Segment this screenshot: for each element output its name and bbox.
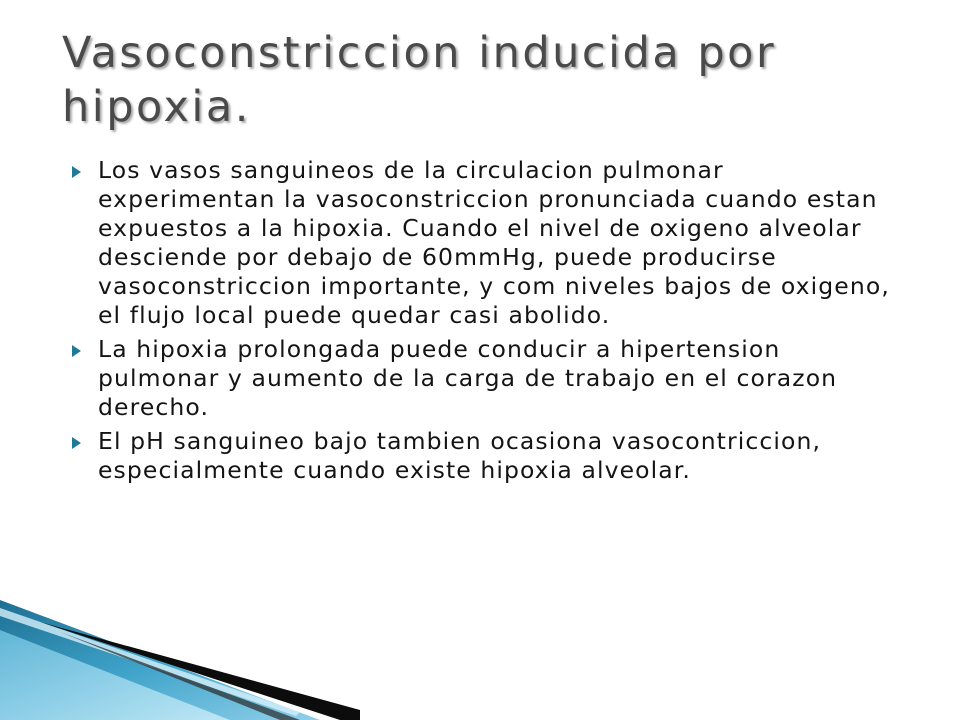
bullet-text: Los vasos sanguineos de la circulacion pulmonar experimentan la vasoconstriccion pronunciada cuando estan expuestos a la hipoxia. Cuando el nivel de oxigeno alveolar desciende por debajo de 60mmHg, puede producirse vasoconstriccion importante, y com niveles bajos de oxigeno, el flujo local puede quedar casi abolido. (98, 156, 890, 329)
decorative-wave-graphic (0, 560, 360, 720)
bullet-item (70, 427, 900, 485)
bullet-text: La hipoxia prolongada puede conducir a hipertension pulmonar y aumento de la carga de trabajo en el corazon derecho. (98, 335, 838, 421)
triangle-bullet-icon (72, 437, 81, 449)
bullet-list (70, 156, 900, 490)
bullet-text: El pH sanguineo bajo tambien ocasiona vasocontriccion, especialmente cuando existe hipoxia alveolar. (98, 427, 822, 484)
triangle-bullet-icon (72, 345, 81, 357)
bullet-item (70, 335, 900, 422)
slide-title: Vasoconstriccion inducida por hipoxia. (62, 28, 777, 132)
bullet-item (70, 156, 900, 330)
triangle-bullet-icon (72, 166, 81, 178)
